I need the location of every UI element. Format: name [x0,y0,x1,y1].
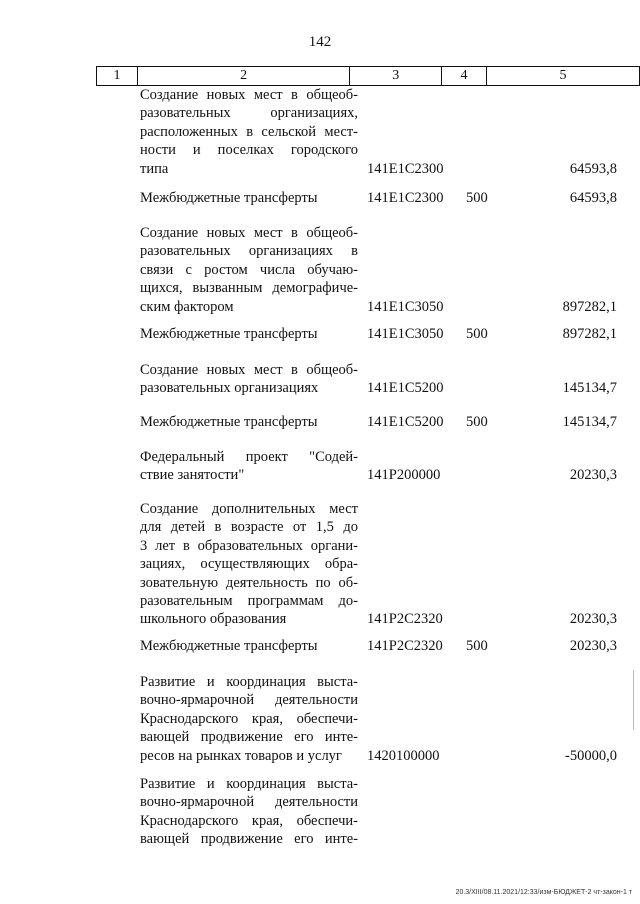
row-name-line: ствие занятости" [140,467,245,484]
row-name-line: типа [140,160,169,177]
expense-type: 500 [466,326,488,342]
row-name-line: вочно-ярмарочной деятельности [140,794,358,811]
target-code: 141E1C5200 [367,414,444,430]
row-name-line: Межбюджетные трансферты [140,638,318,654]
page-number: 142 [308,34,332,50]
row-name-line: школьного образования [140,611,287,628]
column-header-row [97,67,640,86]
expense-type: 500 [466,190,488,206]
row-name-line: Создание дополнительных мест [140,501,358,517]
amount: 145134,7 [562,380,617,397]
column-header-5: 5 [486,67,639,86]
row-name-line: разовательных организациях [140,380,319,397]
row-name-line: ности и поселках городского [140,142,358,159]
row-name-line: вающей продвижение его инте- [140,729,358,746]
row-name-line: Краснодарского края, обеспечи- [140,710,358,727]
row-name-line: вающей продвижение его инте- [140,831,358,848]
row-name [140,775,358,849]
row-name-line: Межбюджетные трансферты [140,190,318,206]
row-name-line: Межбюджетные трансферты [140,414,318,430]
row-name [140,189,358,207]
row-name-line: разовательных организациях в [140,243,358,260]
target-code: 141E1C2300 [367,160,444,177]
row-name-line: ским фактором [140,298,234,315]
scan-edge-mark [633,670,634,730]
row-name [140,86,358,178]
row-name-line: Развитие и координация выста- [140,776,358,792]
row-name [140,673,358,765]
target-code: 141P2C2320 [367,611,443,628]
row-name-line: Федеральный проект "Содей- [140,449,358,465]
row-name [140,448,358,485]
row-name-line: 3 лет в образовательных органи- [140,537,358,554]
column-header-table [96,66,640,86]
row-name-line: Создание новых мест в общеоб- [140,87,358,103]
row-name-line: вочно-ярмарочной деятельности [140,692,358,709]
column-header-4: 4 [442,67,487,86]
column-header-3: 3 [350,67,442,86]
row-name-line: щихся, вызванным демографиче- [140,280,358,297]
target-code: 1420100000 [367,747,440,764]
row-name-line: для детей в возрасте от 1,5 до [140,519,358,536]
row-name-line: связи с ростом числа обучаю- [140,261,358,278]
row-name-line: Создание новых мест в общеоб- [140,362,358,378]
document-footer: 20.3/XIII/08.11.2021/12:33/изм-БЮДЖЕТ-2 чт-закон-1 т [455,889,632,896]
expense-type: 500 [466,414,488,430]
row-name-line: разовательным программам до- [140,593,358,610]
column-header-2: 2 [137,67,349,86]
amount: 64593,8 [569,160,617,177]
row-name [140,413,358,431]
amount: 20230,3 [569,467,617,484]
row-name-line: зациях, осуществляющих обра- [140,556,358,573]
target-code: 141E1C2300 [367,190,444,206]
target-code: 141P2C2320 [367,638,443,654]
row-name-line: разовательных организациях, [140,105,358,122]
row-name [140,637,358,655]
row-name [140,361,358,398]
amount: 20230,3 [569,638,617,654]
row-name-line: расположенных в сельской мест- [140,123,358,140]
target-code: 141E1C3050 [367,326,444,342]
column-header-1: 1 [97,67,138,86]
amount: 897282,1 [562,326,617,342]
amount: 64593,8 [569,190,617,206]
target-code: 141E1C3050 [367,298,444,315]
target-code: 141P200000 [367,467,441,484]
expense-type: 500 [466,638,488,654]
row-name-line: Краснодарского края, обеспечи- [140,812,358,829]
row-name-line: ресов на рынках товаров и услуг [140,747,342,764]
row-name-line: Развитие и координация выста- [140,674,358,690]
target-code: 141E1C5200 [367,380,444,397]
amount: 897282,1 [562,298,617,315]
amount: 20230,3 [569,611,617,628]
amount: -50000,0 [565,747,617,764]
amount: 145134,7 [562,414,617,430]
row-name-line: Создание новых мест в общеоб- [140,225,358,241]
row-name [140,325,358,343]
row-name [140,500,358,629]
row-name-line: зовательную деятельность по об- [140,574,358,591]
row-name-line: Межбюджетные трансферты [140,326,318,342]
row-name [140,224,358,316]
